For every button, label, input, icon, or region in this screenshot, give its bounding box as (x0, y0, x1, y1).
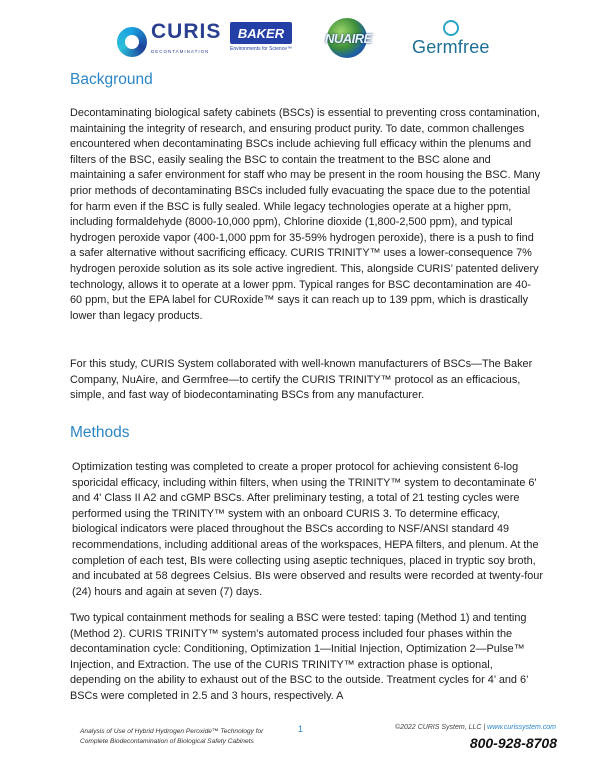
nuaire-logo (325, 18, 372, 58)
curis-mark-icon (117, 27, 147, 57)
curis-logo-name: CURIS (151, 20, 222, 43)
curis-logo (117, 22, 221, 62)
partner-logos (0, 18, 604, 62)
footer-document-title (80, 727, 310, 747)
footer-copyright: ©2022 CURIS System, LLC | (394, 724, 488, 731)
germfree-logo (412, 20, 490, 58)
footer-title-line-1: Analysis of Use of Hybrid Hydrogen Peroxide™ Technology for (80, 728, 264, 735)
nuaire-logo-name: NUAIRE (325, 31, 372, 46)
footer-copyright-line (360, 724, 556, 731)
baker-logo-name: BAKER (230, 22, 292, 44)
background-paragraph-1: Decontaminating biological safety cabinets (BSCs) is essential to preventing cross contamination, maintaining the integrity of research, and ensuring product purity. To date, common challenges encountered when decontaminating BSCs include achieving full efficacy within the plenums and filters of the BSC, easily sealing the BSC to contain the treatment to the BSC alone and maintaining a safer environment for staff who may be present in the room housing the BSC. Many prior methods of decontaminating BSCs included fully evacuating the space due to the potential for harm even if the BSC is fully sealed. While legacy technologies operate at a higher ppm, including formaldehyde (8000-10,000 ppm), Chlorine dioxide (1,800-2,500 ppm), and typical hydrogen peroxide vapor (400-1,000 ppm for 35-59% hydrogen peroxide), there is a push to find a safer alternative without sacrificing efficacy. CURIS TRINITY™ uses a lower-consequence 7% hydrogen peroxide solution as its sole active ingredient. This, alongside CURIS’ patented delivery technology, allows it to operate at a lower ppm. Typical ranges for BSC decontamination are 40-60 ppm, but the EPA label for CURoxide™ says it can reach up to 139 ppm, which is drastically lower than legacy products. (70, 107, 541, 322)
footer-url-link[interactable]: www.curissystem.com (487, 724, 556, 731)
germfree-logo-name: Germfree (412, 37, 490, 57)
page-number: 1 (298, 724, 304, 734)
footer-phone: 800-928-8708 (469, 735, 557, 751)
baker-logo-sub: Environments for Science™ (230, 46, 292, 52)
methods-paragraph-1: Optimization testing was completed to create a proper protocol for achieving consistent 6-log sporicidal efficacy, including within filters, when using the TRINITY™ system to decontaminate 6' and 4' Class II A2 and cGMP BSCs. After preliminary testing, a total of 21 testing cycles were performed using the TRINITY™ system with an onboard CURIS 3. To determine efficacy, biological indicators were placed throughout the BSCs according to NSF/ANSI standard 49 recommendations, including additional areas of the workspaces, HEPA filters, and plenum. At the completion of each test, BIs were collecting using aseptic techniques, placed in tryptic soy broth, and incubated at 58 degrees Celsius. BIs were observed and results were recorded at twenty-four (24) hours and again at seven (7) days. (72, 461, 543, 598)
methods-paragraph-2: Two typical containment methods for sealing a BSC were tested: taping (Method 1) and tenting (Method 2). CURIS TRINITY™ system’s automated process included four phases within the decontamination cycle: Conditioning, Optimization 1—Initial Injection, Optimization 2—Pulse™ Injection, and Extraction. The use of the CURIS TRINITY™ extraction phase is optional, depending on the ability to exhaust out of the BSC to the outside. Treatment cycles for 4’ and 6’ BSCs were completed in 2.5 and 3 hours, respectively. A (70, 612, 529, 702)
baker-logo (230, 22, 292, 52)
background-paragraph-2: For this study, CURIS System collaborated with well-known manufacturers of BSCs—The Baker Company, NuAire, and Germfree—to certify the CURIS TRINITY™ protocol as an efficacious, simple, and fast way of biodecontaminating BSCs from any manufacturer. (70, 358, 533, 402)
methods-heading: Methods (70, 424, 130, 441)
curis-logo-sub: DECONTAMINATION (151, 49, 210, 54)
background-heading: Background (70, 71, 153, 88)
germfree-mark-icon (443, 20, 459, 36)
footer-title-line-2: Complete Biodecontamination of Biological Safety Cabinets (80, 738, 254, 745)
